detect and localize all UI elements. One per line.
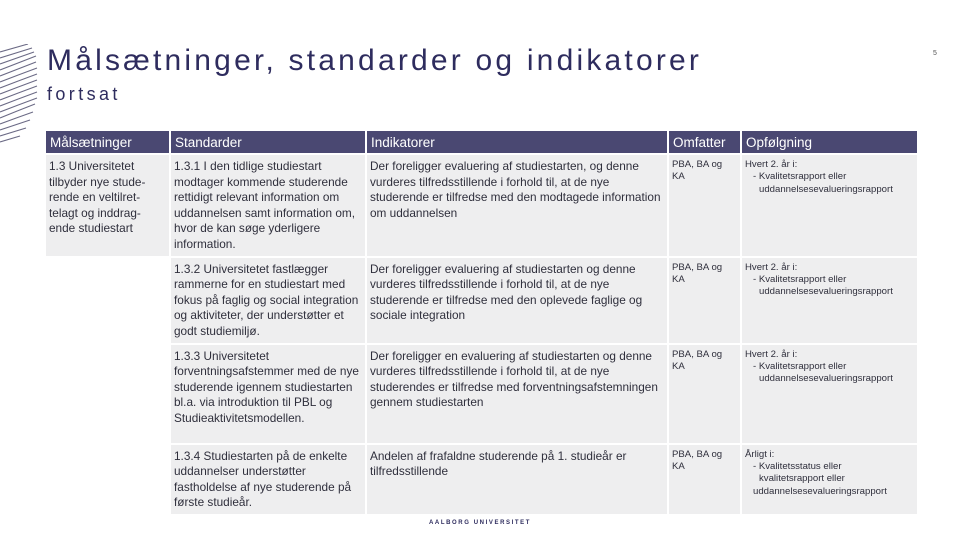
followup-title: Årligt i: [745, 448, 775, 460]
followup-line: uddannelsesevalueringsrapport [759, 373, 893, 385]
goal-cell-empty [46, 345, 169, 443]
scope-cell: PBA, BA og KA [669, 345, 740, 443]
header-indikatorer: Indikatorer [367, 131, 667, 153]
scope-cell: PBA, BA og KA [669, 258, 740, 343]
page-subtitle: fortsat [47, 84, 121, 104]
followup-line: uddannelsesevalueringsrapport [759, 286, 893, 298]
followup-cell [742, 445, 917, 514]
followup-title: Hvert 2. år i: [745, 348, 798, 360]
standard-cell: 1.3.2 Universitetet fastlægger rammerne for en studiestart med fokus på faglig og social integration og aktiviteter, der understøtter et godt studiemiljø. [171, 258, 365, 343]
indicator-cell: Der foreligger evaluering af studiestarten, og denne vurderes tilfredsstillende i forhold til, at de nye studerende er tilfredse med den modtagede information om uddannelsen [367, 155, 667, 256]
table-row [46, 258, 917, 343]
footer-university-name: AALBORG UNIVERSITET [428, 520, 532, 526]
table-row [46, 445, 917, 514]
goal-cell: 1.3 Universitetet tilbyder nye stude-rende en veltilret-telagt og inddrag-ende studiestart [46, 155, 169, 256]
followup-cell [742, 258, 917, 343]
header-omfatter: Omfatter [669, 131, 740, 153]
followup-line: uddannelsesevalueringsrapport [759, 183, 893, 195]
followup-line: - Kvalitetsstatus eller [753, 460, 842, 472]
page-number: 5 [933, 50, 937, 57]
scope-cell: PBA, BA og KA [669, 155, 740, 256]
table-header-row [46, 131, 917, 153]
table-row [46, 345, 917, 443]
aau-wave-logo-icon [0, 44, 40, 150]
header-opfolgning: Opfølgning [742, 131, 917, 153]
followup-cell [742, 155, 917, 256]
header-malsaetninger: Målsætninger [46, 131, 169, 153]
standards-table [44, 129, 919, 516]
indicator-cell: Der foreligger evaluering af studiestarten og denne vurderes tilfredsstillende i forhold til, at de nye studerende er tilfredse med den oplevede faglige og sociale integration [367, 258, 667, 343]
followup-line: - Kvalitetsrapport eller [753, 273, 847, 285]
page-title: Målsætninger, standarder og indikatorer [47, 44, 703, 77]
standard-cell: 1.3.4 Studiestarten på de enkelte uddannelser understøtter fastholdelse af nye studerende på første studieår. [171, 445, 365, 514]
followup-line: - Kvalitetsrapport eller [753, 171, 847, 183]
followup-title: Hvert 2. år i: [745, 159, 798, 170]
followup-title: Hvert 2. år i: [745, 261, 798, 273]
followup-line: - Kvalitetsrapport eller [753, 360, 847, 372]
indicator-cell: Der foreligger en evaluering af studiestarten og denne vurderes tilfredsstillende i forhold til, at de nye studerendes er tilfredse med forventningsafstemningen gennem studiestarten [367, 345, 667, 443]
indicator-cell: Andelen af frafaldne studerende på 1. studieår er tilfredsstillende [367, 445, 667, 514]
followup-line: uddannelsesevalueringsrapport [753, 485, 887, 497]
standard-cell: 1.3.1 I den tidlige studiestart modtager kommende studerende rettidigt relevant information om uddannelsen samt information om, hvor de kan søge yderligere information. [171, 155, 365, 256]
header-standarder: Standarder [171, 131, 365, 153]
followup-line: kvalitetsrapport eller [759, 473, 845, 485]
followup-cell [742, 345, 917, 443]
standard-cell: 1.3.3 Universitetet forventningsafstemmer med de nye studerende igennem studiestarten bl.a. via introduktion til PBL og Studieaktivitetsmodellen. [171, 345, 365, 443]
scope-cell: PBA, BA og KA [669, 445, 740, 514]
goal-cell-empty [46, 258, 169, 343]
goal-cell-empty [46, 445, 169, 514]
table-row [46, 155, 917, 256]
